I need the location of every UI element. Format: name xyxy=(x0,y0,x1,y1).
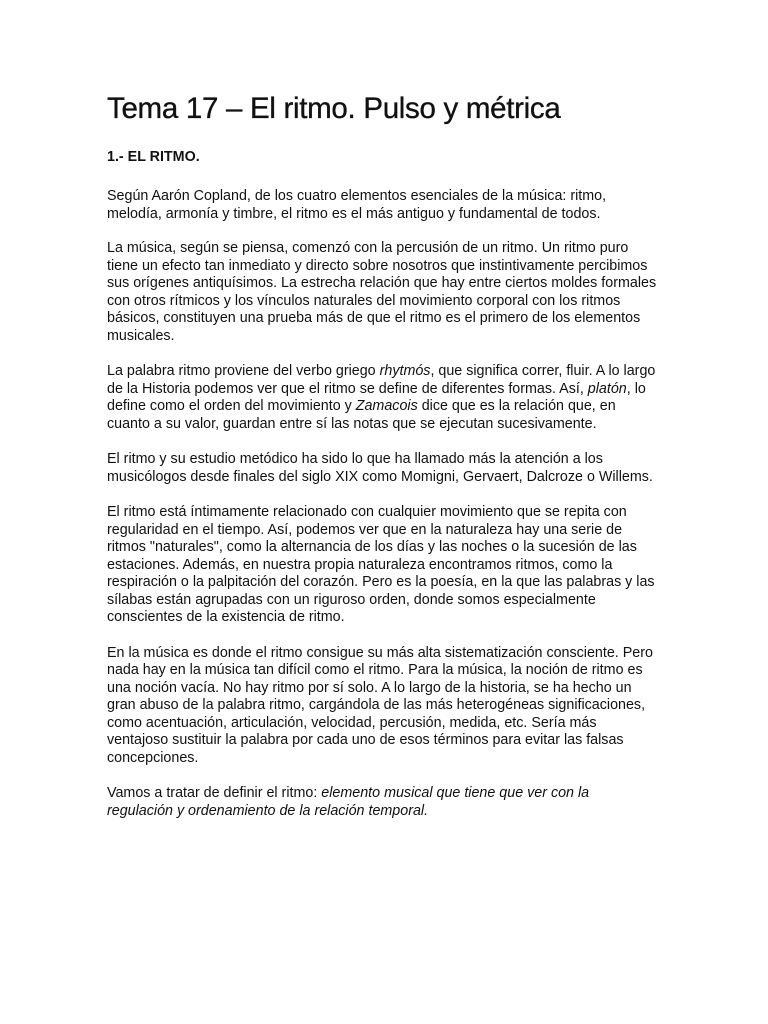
paragraph-etimologia xyxy=(107,363,657,433)
paragraph-origen-musica: La música, según se piensa, comenzó con la percusión de un ritmo. Un ritmo puro tiene un efecto tan inmediato y directo sobre nosotros que instintivamente percibimos sus orígenes antiquísimos. La estrecha relación que hay entre ciertos moldes formales con otros rítmicos y los vínculos naturales del movimiento corporal con los ritmos básicos, constituyen una prueba más de que el ritmo es el primero de los elementos musicales. xyxy=(107,240,657,344)
paragraph-etimologia-text-a: La palabra ritmo proviene del verbo griego xyxy=(107,363,380,379)
term-platon: platón xyxy=(587,380,627,397)
term-zamacois: Zamacois xyxy=(355,398,418,414)
paragraph-definicion-intro: Vamos a tratar de definir el ritmo: xyxy=(107,785,322,801)
paragraph-musicologos: El ritmo y su estudio metódico ha sido lo que ha llamado más la atención a los musicólogos desde finales del siglo XIX como Momigni, Gervaert, Dalcroze o Willems. xyxy=(107,451,653,485)
document-page xyxy=(107,90,657,820)
paragraph-copland: Según Aarón Copland, de los cuatro elementos esenciales de la música: ritmo, melodía, armonía y timbre, el ritmo es el más antiguo y fundamental de todos. xyxy=(107,188,607,222)
page-title: Tema 17 – El ritmo. Pulso y métrica xyxy=(107,92,561,125)
definition-text: elemento musical que tiene que ver con la regulación y ordenamiento de la relación temporal. xyxy=(107,785,590,819)
paragraph-etimologia-text-b: , que significa correr, fluir. A lo largo de la Historia podemos ver que el ritmo se define de diferentes formas. Así, xyxy=(107,363,656,397)
paragraph-sistematizacion: En la música es donde el ritmo consigue su más alta sistematización consciente. Pero nada hay en la música tan difícil como el ritmo. Para la música, la noción de ritmo es una noción vacía. No hay ritmo por sí solo. A lo largo de la historia, se ha hecho un gran abuso de la palabra ritmo, cargándola de las más heterogéneas significaciones, como acentuación, articulación, velocidad, percusión, medida, etc. Sería más ventajoso sustituir la palabra por cada uno de esos términos para evitar las falsas concepciones. xyxy=(107,644,653,766)
paragraph-naturaleza: El ritmo está íntimamente relacionado con cualquier movimiento que se repita con regularidad en el tiempo. Así, podemos ver que en la naturaleza hay una serie de ritmos "naturales", como la alternancia de los días y las noches o la sucesión de las estaciones. Además, en nuestra propia naturaleza encontramos ritmos, como la respiración o la palpitación del corazón. Pero es la poesía, en la que las palabras y las sílabas están agrupadas con un riguroso orden, donde somos especialmente conscientes de la existencia de ritmo. xyxy=(107,504,655,625)
paragraph-etimologia-text-c: , lo define como el orden del movimiento y xyxy=(107,380,646,414)
term-rhytmos: rhytmós xyxy=(379,363,431,379)
paragraph-etimologia-text-d: dice que es la relación que, en cuanto a su valor, guardan entre sí las notas que se ejecutan sucesivamente. xyxy=(107,398,616,432)
paragraph-definicion xyxy=(107,785,657,820)
section-heading: 1.- EL RITMO. xyxy=(107,149,200,165)
